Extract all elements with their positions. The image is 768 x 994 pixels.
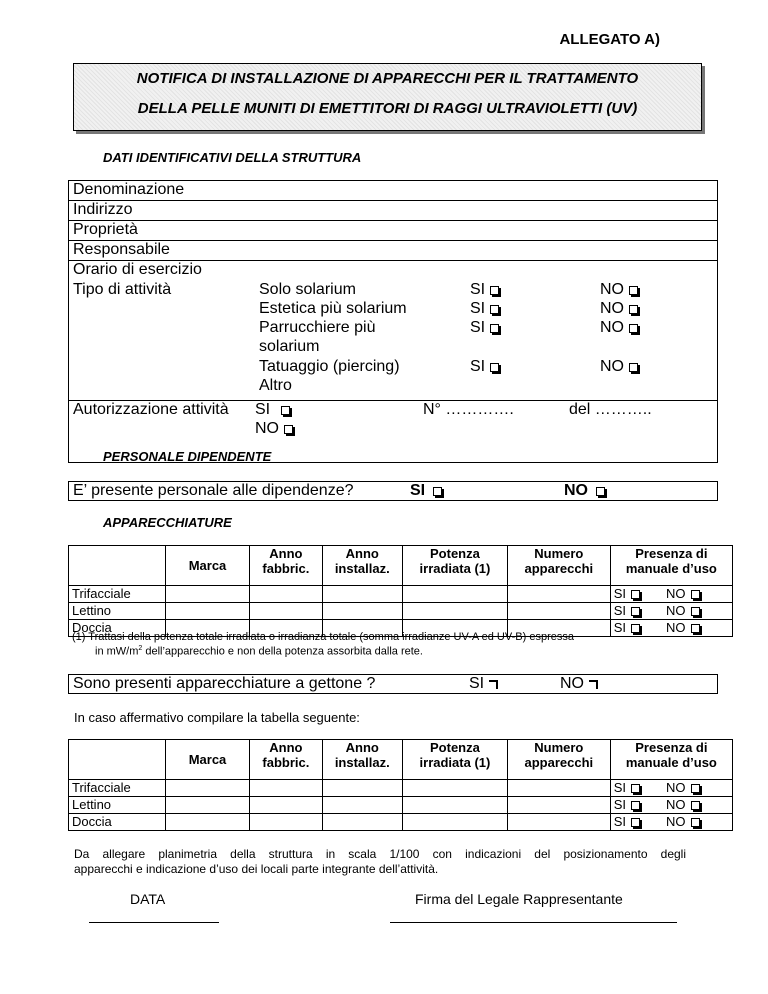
firma-label: Firma del Legale Rappresentante [415, 891, 623, 907]
checkbox-no-tatuaggio[interactable] [629, 363, 638, 372]
header-anno-fabbric: Anno [269, 546, 303, 561]
allegato-label: ALLEGATO A) [559, 31, 660, 48]
nota-line-1: (1) Trattasi della potenza totale irradiata o irradianza totale (somma irradianze UV-A ed UV-B) espressa [72, 631, 574, 643]
title-line-1: NOTIFICA DI INSTALLAZIONE DI APPARECCHI PER IL TRATTAMENTO [136, 70, 639, 87]
allegare-line-1: Da allegare planimetria della struttura in scala 1/100 con indicazioni del posizionamento degli [74, 847, 686, 861]
si-label: SI [613, 814, 627, 829]
attivita-parrucchiere-2: solarium [259, 338, 320, 355]
si-label: SI [613, 780, 627, 795]
nota-line-2 [95, 645, 423, 658]
si-label: SI [613, 586, 627, 601]
header-marca: Marca [165, 546, 250, 586]
si-label: SI [255, 401, 271, 418]
no-label: NO [600, 281, 624, 298]
no-label: NO [666, 797, 686, 812]
si-label: SI [613, 797, 627, 812]
personale-question: E’ presente personale alle dipendenze? [73, 482, 354, 499]
no-label: NO [564, 482, 588, 499]
gettone-question: Sono presenti apparecchiature a gettone ? [73, 675, 376, 692]
no-label: NO [600, 319, 624, 336]
gettone-table [68, 739, 733, 831]
no-label: NO [600, 300, 624, 317]
label-indirizzo: Indirizzo [73, 201, 133, 218]
label-proprieta: Proprietà [73, 221, 138, 238]
data-signature-line[interactable] [89, 922, 219, 923]
attivita-estetica: Estetica più solarium [259, 300, 407, 317]
label-denominazione: Denominazione [73, 181, 185, 198]
header-potenza: Potenza [430, 740, 480, 755]
dati-table [68, 180, 718, 463]
firma-signature-line[interactable] [390, 922, 677, 923]
no-label: NO [666, 603, 686, 618]
row-lettino: Lettino [69, 797, 166, 814]
no-label: NO [600, 358, 624, 375]
no-label: NO [666, 620, 686, 635]
header-numero-2: apparecchi [524, 755, 594, 770]
header-anno-install-2: installaz. [334, 755, 390, 770]
checkbox-no-gettone[interactable] [589, 680, 598, 689]
checkbox-no-estetica[interactable] [629, 305, 638, 314]
checkbox-no-manuale-lettino[interactable] [691, 607, 700, 616]
nota-unit: in mW/m [95, 645, 139, 658]
checkbox-si-autorizzazione[interactable] [281, 406, 290, 415]
section-dati: DATI IDENTIFICATIVI DELLA STRUTTURA [103, 150, 362, 165]
checkbox-si-tatuaggio[interactable] [490, 363, 499, 372]
si-label: SI [613, 603, 627, 618]
checkbox-no-parrucchiere[interactable] [629, 324, 638, 333]
label-autorizzazione: Autorizzazione attività [73, 401, 229, 418]
label-responsabile: Responsabile [73, 241, 170, 258]
checkbox-si-manuale-lettino-2[interactable] [631, 801, 640, 810]
attivita-altro: Altro [259, 377, 292, 394]
si-label: SI [469, 675, 485, 692]
checkbox-si-manuale-trifacciale[interactable] [631, 590, 640, 599]
header-presenza-2: manuale d’uso [625, 755, 717, 770]
attivita-solo-solarium: Solo solarium [259, 281, 356, 298]
label-orario: Orario di esercizio [73, 261, 202, 278]
attivita-tatuaggio: Tatuaggio (piercing) [259, 358, 400, 375]
gettone-box [68, 674, 718, 694]
checkbox-no-solo-solarium[interactable] [629, 286, 638, 295]
header-numero: Numero [534, 740, 584, 755]
section-apparecchiature: APPARECCHIATURE [103, 515, 232, 530]
header-anno-install: Anno [345, 740, 379, 755]
header-potenza-2: irradiata (1) [419, 561, 491, 576]
checkbox-no-personale[interactable] [596, 487, 605, 496]
row-trifacciale: Trifacciale [69, 780, 166, 797]
checkbox-si-manuale-lettino[interactable] [631, 607, 640, 616]
header-presenza: Presenza di [635, 740, 708, 755]
checkbox-si-gettone[interactable] [489, 680, 498, 689]
checkbox-si-manuale-doccia[interactable] [631, 624, 640, 633]
checkbox-si-solo-solarium[interactable] [490, 286, 499, 295]
nota-sup: 2 [138, 645, 143, 652]
nota-rest: dell’apparecchio e non della potenza assorbita dalla rete. [142, 645, 423, 658]
allegare-line-2: apparecchi e indicazione d’uso dei locali parte integrante dell’attività. [74, 862, 439, 876]
header-potenza: Potenza [430, 546, 480, 561]
checkbox-si-personale[interactable] [433, 487, 442, 496]
header-anno-install-2: installaz. [334, 561, 390, 576]
row-lettino: Lettino [69, 603, 166, 620]
no-label: NO [560, 675, 584, 692]
document-title-box [73, 63, 702, 131]
label-tipo-attivita: Tipo di attività [73, 281, 172, 298]
si-label: SI [410, 482, 426, 499]
row-doccia: Doccia [69, 814, 166, 831]
checkbox-si-parrucchiere[interactable] [490, 324, 499, 333]
checkbox-no-manuale-doccia[interactable] [691, 624, 700, 633]
no-label: NO [255, 420, 279, 437]
header-anno-install: Anno [345, 546, 379, 561]
apparecchiature-table [68, 545, 733, 637]
header-numero-2: apparecchi [524, 561, 594, 576]
header-presenza-2: manuale d’uso [625, 561, 717, 576]
autorizzazione-del: del ……….. [569, 401, 652, 418]
title-line-2: DELLA PELLE MUNITI DI EMETTITORI DI RAGGI ULTRAVIOLETTI (UV) [137, 100, 638, 117]
si-label: SI [470, 300, 486, 317]
header-marca: Marca [165, 740, 250, 780]
personale-box [68, 481, 718, 501]
caso-affermativo: In caso affermativo compilare la tabella seguente: [74, 710, 360, 725]
data-label: DATA [130, 891, 166, 907]
row-doccia: Doccia [69, 620, 166, 637]
checkbox-no-manuale-doccia-2[interactable] [691, 818, 700, 827]
header-presenza: Presenza di [635, 546, 708, 561]
checkbox-no-manuale-trifacciale[interactable] [691, 590, 700, 599]
header-anno-fabbric-2: fabbric. [262, 561, 310, 576]
si-label: SI [613, 620, 627, 635]
checkbox-no-manuale-lettino-2[interactable] [691, 801, 700, 810]
header-anno-fabbric: Anno [269, 740, 303, 755]
no-label: NO [666, 814, 686, 829]
checkbox-si-estetica[interactable] [490, 305, 499, 314]
si-label: SI [470, 358, 486, 375]
checkbox-si-manuale-doccia-2[interactable] [631, 818, 640, 827]
si-label: SI [470, 319, 486, 336]
header-anno-fabbric-2: fabbric. [262, 755, 310, 770]
si-label: SI [470, 281, 486, 298]
checkbox-no-manuale-trifacciale-2[interactable] [691, 784, 700, 793]
row-trifacciale: Trifacciale [69, 586, 166, 603]
checkbox-si-manuale-trifacciale-2[interactable] [631, 784, 640, 793]
attivita-parrucchiere: Parrucchiere più [259, 319, 376, 336]
section-personale: PERSONALE DIPENDENTE [103, 449, 272, 464]
checkbox-no-autorizzazione[interactable] [284, 425, 293, 434]
header-numero: Numero [534, 546, 584, 561]
no-label: NO [666, 780, 686, 795]
autorizzazione-numero: N° …………. [423, 401, 514, 418]
header-potenza-2: irradiata (1) [419, 755, 491, 770]
no-label: NO [666, 586, 686, 601]
